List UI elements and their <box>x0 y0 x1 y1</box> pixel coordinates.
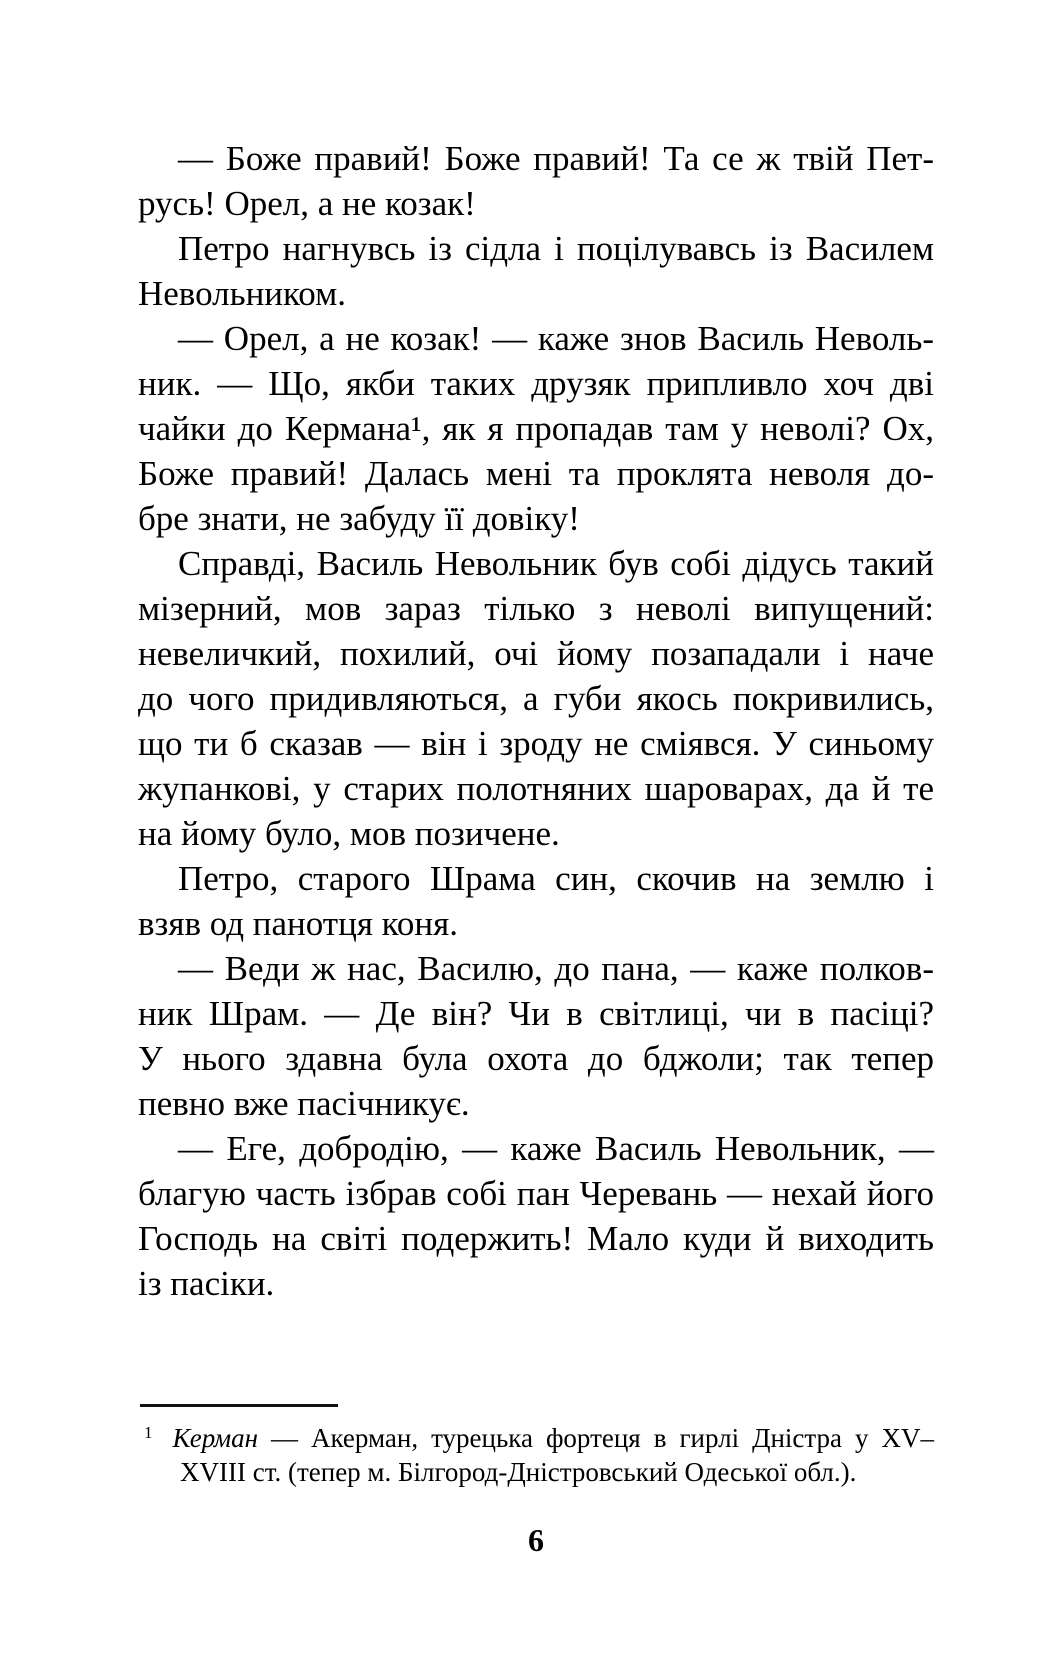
text-line: благую часть ізбрав собі пан Черевань — нехай його <box>138 1174 934 1213</box>
footnote-marker: 1 <box>144 1423 153 1442</box>
text-line: русь! Орел, а не козак! <box>138 184 476 223</box>
text-line: — Орел, а не козак! — каже знов Василь Неволь- <box>178 319 934 358</box>
text-line: Невольником. <box>138 274 346 313</box>
text-line: Господь на світі подержить! Мало куди й виходить <box>138 1219 934 1258</box>
text-line: Справді, Василь Невольник був собі дідусь такий <box>178 544 934 583</box>
footnote-divider <box>140 1404 338 1407</box>
text-line: на йому було, мов позичене. <box>138 814 560 853</box>
text-line: бре знати, не забуду її довіку! <box>138 499 580 538</box>
text-line: У нього здавна була охота до бджоли; так тепер <box>138 1039 934 1078</box>
text-line: що ти б сказав — він і зроду не сміявся. У синьому <box>138 724 934 763</box>
footnote <box>138 1416 934 1489</box>
footnote-term: Керман <box>172 1423 259 1453</box>
text-line: Боже правий! Далась мені та проклята неволя до- <box>138 454 934 493</box>
text-line: — Веди ж нас, Василю, до пана, — каже полков- <box>178 949 934 988</box>
text-line: мізерний, мов зараз тілько з неволі випущений: <box>138 589 934 628</box>
footnote-text: — Акерман, турецька фортеця в гирлі Дністра у XV– <box>258 1423 934 1453</box>
text-line: чайки до Кермана¹, як я пропадав там у неволі? Ох, <box>138 409 934 448</box>
text-line: взяв од панотця коня. <box>138 904 458 943</box>
text-line: до чого придивляються, а губи якось покривились, <box>138 679 934 718</box>
text-line: Петро нагнувсь із сідла і поцілувавсь із Василем <box>178 229 934 268</box>
footnote-line-2: XVIII ст. (тепер м. Білгород-Дністровський Одеської обл.). <box>180 1457 857 1487</box>
text-line: ник Шрам. — Де він? Чи в світлиці, чи в пасіці? <box>138 994 934 1033</box>
text-line: ник. — Що, якби таких друзяк припливло хоч дві <box>138 364 934 403</box>
footnote-line-1 <box>138 1416 934 1455</box>
text-line: — Боже правий! Боже правий! Та се ж твій Пет- <box>178 139 934 178</box>
text-line: із пасіки. <box>138 1264 275 1303</box>
text-line: — Еге, добродію, — каже Василь Невольник, — <box>178 1129 934 1168</box>
text-block <box>138 136 934 1306</box>
text-line: жупанкові, у старих полотняних шароварах, да й те <box>138 769 934 808</box>
text-line: невеличкий, похилий, очі йому позападали і наче <box>138 634 934 673</box>
page-number: 6 <box>528 1522 544 1558</box>
text-line: Петро, старого Шрама син, скочив на землю і <box>178 859 934 898</box>
text-line: певно вже пасічникує. <box>138 1084 470 1123</box>
